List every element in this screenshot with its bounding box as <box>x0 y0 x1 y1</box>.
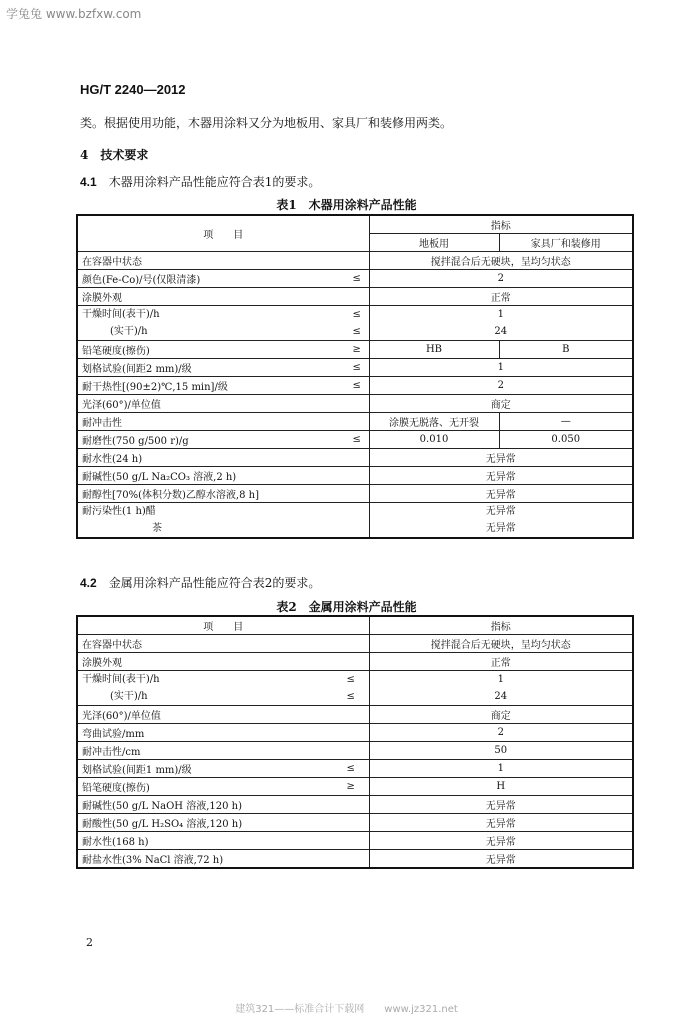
row-value: 无异常 <box>369 796 633 814</box>
row-value <box>369 503 633 539</box>
row-label: 耐干热性[(90±2)℃,15 min]/级 <box>77 377 345 395</box>
table-row <box>77 359 633 377</box>
row-label-line: 茶 <box>152 523 162 534</box>
row-value: 无异常 <box>369 485 633 503</box>
row-label: 耐冲击性/cm <box>77 742 369 760</box>
row-symbol: ≤ <box>345 377 369 395</box>
row-symbol-line: ≤ <box>352 309 361 320</box>
row-symbol: ≤ <box>345 359 369 377</box>
row-value-furniture: — <box>499 413 633 431</box>
row-value-line: 无异常 <box>485 506 516 517</box>
table-row <box>77 760 633 778</box>
watermark-bottom: 建筑321——标准合计下载网 www.jz321.net <box>235 1004 458 1015</box>
table-row <box>77 341 633 359</box>
row-value-line: 24 <box>494 326 508 337</box>
row-symbol: ≤ <box>333 760 369 778</box>
row-symbol <box>345 306 369 341</box>
row-value: 无异常 <box>369 814 633 832</box>
row-value-line: 无异常 <box>485 523 516 534</box>
subsection-4-2 <box>80 574 320 591</box>
subsection-number: 4.2 <box>80 576 97 590</box>
table-row <box>77 467 633 485</box>
row-value: 2 <box>369 377 633 395</box>
table-row <box>77 832 633 850</box>
row-label: 耐盐水性(3% NaCl 溶液,72 h) <box>77 850 369 869</box>
table-row <box>77 671 633 706</box>
subsection-text: 金属用涂料产品性能应符合表2的要求。 <box>108 576 321 590</box>
row-value-line: 1 <box>497 674 504 685</box>
table-row <box>77 814 633 832</box>
row-value: 1 <box>369 760 633 778</box>
row-label <box>77 306 345 341</box>
row-label: 光泽(60°)/单位值 <box>77 706 369 724</box>
table-row <box>77 706 633 724</box>
row-value: 2 <box>369 724 633 742</box>
row-symbol-line: ≤ <box>346 691 355 702</box>
row-value-furniture: 0.050 <box>499 431 633 449</box>
row-value: 50 <box>369 742 633 760</box>
table-row <box>77 270 633 288</box>
table-header-furniture: 家具厂和装修用 <box>499 234 633 252</box>
page-number: 2 <box>86 936 93 949</box>
row-label: 耐酸性(50 g/L H₂SO₄ 溶液,120 h) <box>77 814 369 832</box>
table2-caption: 表2 金属用涂料产品性能 <box>276 600 417 614</box>
table-header-item: 项 目 <box>77 616 369 635</box>
row-value-furniture: B <box>499 341 633 359</box>
row-value: 正常 <box>369 653 633 671</box>
row-label: 划格试验(间距2 mm)/级 <box>77 359 345 377</box>
table-header-item: 项 目 <box>77 215 369 252</box>
row-label: 耐冲击性 <box>77 413 369 431</box>
row-value: 无异常 <box>369 449 633 467</box>
watermark-top: 学兔兔 www.bzfxw.com <box>6 7 142 21</box>
row-symbol: ≤ <box>345 270 369 288</box>
row-label: 铅笔硬度(擦伤) <box>77 341 345 359</box>
row-label: 颜色(Fe-Co)/号(仅限清漆) <box>77 270 345 288</box>
row-label <box>77 503 369 539</box>
row-value: 正常 <box>369 288 633 306</box>
row-value: 搅拌混合后无硬块，呈均匀状态 <box>369 252 633 270</box>
table-row <box>77 215 633 234</box>
table-row <box>77 635 633 653</box>
row-label: 耐碱性(50 g/L Na₂CO₃ 溶液,2 h) <box>77 467 369 485</box>
row-label: 耐磨性(750 g/500 r)/g <box>77 431 345 449</box>
table-row <box>77 778 633 796</box>
row-label-line: 干燥时间(表干)/h <box>82 674 160 685</box>
row-value <box>369 306 633 341</box>
row-symbol <box>333 671 369 706</box>
row-symbol: ≥ <box>333 778 369 796</box>
table-row <box>77 850 633 869</box>
row-value: H <box>369 778 633 796</box>
row-label: 涂膜外观 <box>77 653 369 671</box>
table-row <box>77 288 633 306</box>
row-label: 铅笔硬度(擦伤) <box>77 778 333 796</box>
table-row <box>77 413 633 431</box>
table-header-floor: 地板用 <box>369 234 499 252</box>
row-label: 在容器中状态 <box>77 252 369 270</box>
row-value-floor: HB <box>369 341 499 359</box>
row-value: 无异常 <box>369 467 633 485</box>
row-value <box>369 671 633 706</box>
subsection-text: 木器用涂料产品性能应符合表1的要求。 <box>108 175 321 189</box>
table-row <box>77 306 633 341</box>
row-value: 搅拌混合后无硬块，呈均匀状态 <box>369 635 633 653</box>
subsection-4-1 <box>80 173 320 190</box>
row-label-line: 干燥时间(表干)/h <box>82 309 160 320</box>
table-header-index: 指标 <box>369 215 633 234</box>
row-label-line: (实干)/h <box>110 326 148 337</box>
table-header-index: 指标 <box>369 616 633 635</box>
row-value: 无异常 <box>369 832 633 850</box>
table-row <box>77 503 633 539</box>
table1-caption: 表1 木器用涂料产品性能 <box>276 198 417 212</box>
table-row <box>77 395 633 413</box>
row-label <box>77 671 333 706</box>
table-row <box>77 724 633 742</box>
row-label: 弯曲试验/mm <box>77 724 369 742</box>
row-label: 划格试验(间距1 mm)/级 <box>77 760 333 778</box>
row-label: 光泽(60°)/单位值 <box>77 395 369 413</box>
table-row <box>77 431 633 449</box>
row-label: 涂膜外观 <box>77 288 369 306</box>
row-value-line: 1 <box>497 309 504 320</box>
table-metal-coatings <box>76 615 634 869</box>
row-symbol: ≥ <box>345 341 369 359</box>
row-symbol-line: ≤ <box>352 326 361 337</box>
row-value: 1 <box>369 359 633 377</box>
table-row <box>77 449 633 467</box>
row-label: 耐碱性(50 g/L NaOH 溶液,120 h) <box>77 796 369 814</box>
section-heading: 4 技术要求 <box>80 148 149 162</box>
table-row <box>77 252 633 270</box>
row-label: 耐水性(168 h) <box>77 832 369 850</box>
row-value: 商定 <box>369 395 633 413</box>
row-symbol-line: ≤ <box>346 674 355 685</box>
row-label-line: 耐污染性(1 h)醋 <box>82 506 156 517</box>
row-value-floor: 涂膜无脱落、无开裂 <box>369 413 499 431</box>
row-value: 2 <box>369 270 633 288</box>
table-wood-coatings <box>76 214 634 539</box>
intro-paragraph: 类。根据使用功能，木器用涂料又分为地板用、家具厂和装修用两类。 <box>80 116 453 130</box>
row-label: 在容器中状态 <box>77 635 369 653</box>
row-value: 商定 <box>369 706 633 724</box>
table-row <box>77 485 633 503</box>
row-value-floor: 0.010 <box>369 431 499 449</box>
row-symbol: ≤ <box>345 431 369 449</box>
row-value-line: 24 <box>494 691 508 702</box>
table-row <box>77 742 633 760</box>
table-row <box>77 796 633 814</box>
row-value: 无异常 <box>369 850 633 869</box>
table-row <box>77 653 633 671</box>
row-label-line: (实干)/h <box>110 691 148 702</box>
document-header: HG/T 2240—2012 <box>80 82 186 97</box>
row-label: 耐水性(24 h) <box>77 449 369 467</box>
subsection-number: 4.1 <box>80 175 97 189</box>
table-row <box>77 616 633 635</box>
row-label: 耐醇性[70%(体积分数)乙醇水溶液,8 h] <box>77 485 369 503</box>
table-row <box>77 377 633 395</box>
